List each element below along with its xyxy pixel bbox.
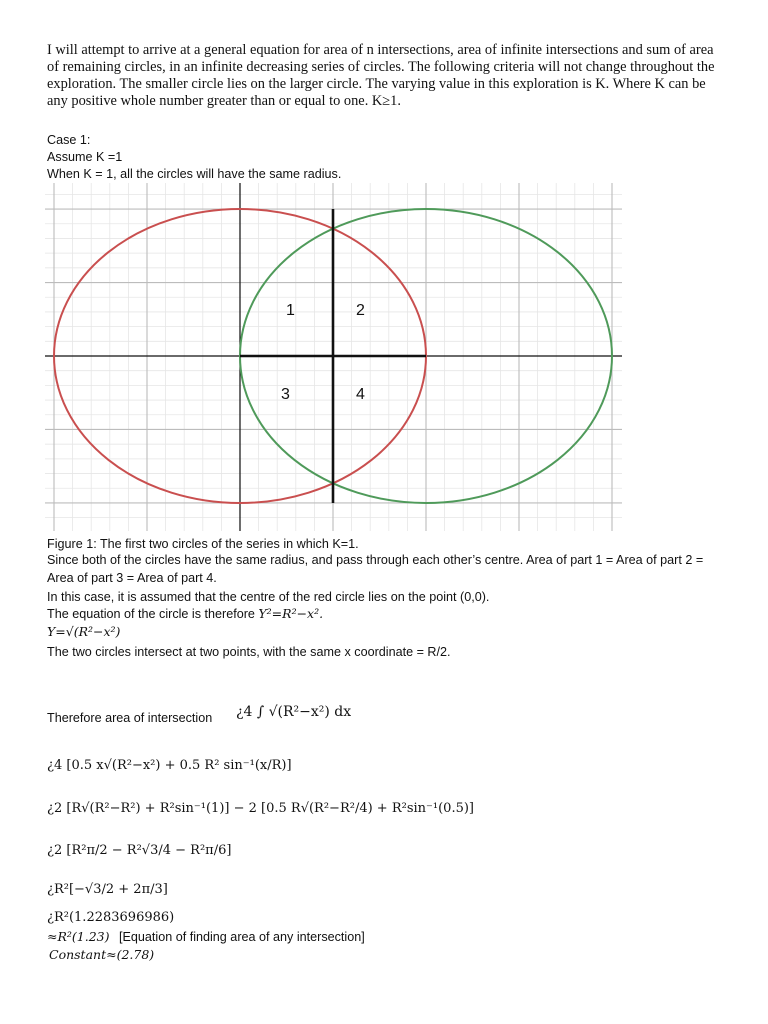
intro-paragraph: I will attempt to arrive at a general equation for area of n intersections, area of infinite intersections and sum of area of remaining circles, in an infinite decreasing series of circles. The following criteria will not change throughout the exploration. The smaller circle lies on the larger circle. The varying value in this exploration is K. Where K can be any positive whole number greater than or equal to one. K≥1. xyxy=(47,42,715,109)
area-integral: ¿4 ∫ √(R²−x²) dx xyxy=(236,704,352,720)
region-label-2: 2 xyxy=(356,302,365,319)
step-2: ¿2 [R√(R²−R²) + R²sin⁻¹(1)] − 2 [0.5 R√(R²−R²/4) + R²sin⁻¹(0.5)] xyxy=(47,801,474,816)
step-4: ¿R²[−√3/2 + 2π/3] xyxy=(47,882,168,897)
centre-assumption: In this case, it is assumed that the centre of the red circle lies on the point (0,0). xyxy=(47,590,490,604)
case-title: Case 1: xyxy=(47,133,91,147)
approx-line xyxy=(47,929,365,945)
area-label: Therefore area of intersection xyxy=(47,711,213,725)
equation-y-squared: Y²=R²−x². xyxy=(258,606,324,621)
region-label-4: 4 xyxy=(356,386,365,403)
step-3: ¿2 [R²π/2 − R²√3/4 − R²π/6] xyxy=(47,843,232,858)
figure-caption: Figure 1: The first two circles of the series in which K=1. xyxy=(47,537,359,551)
constant-value: Constant≈(2.78) xyxy=(49,947,155,962)
equal-parts-paragraph: Since both of the circles have the same radius, and pass through each other’s centre. Area of part 1 = Area of part 2 = Area of part 3 = Area of part 4. xyxy=(47,553,704,585)
step-5: ¿R²(1.2283696986) xyxy=(47,910,175,925)
approx-value: ≈R²(1.23) xyxy=(47,929,110,944)
intersection-points-text: The two circles intersect at two points, with the same x coordinate = R/2. xyxy=(47,645,451,659)
equation-y-sqrt: Y=√(R²−x²) xyxy=(47,624,121,639)
step-1: ¿4 [0.5 x√(R²−x²) + 0.5 R² sin⁻¹(x/R)] xyxy=(47,758,292,773)
region-label-1: 1 xyxy=(286,302,295,319)
circles-plot xyxy=(45,183,622,531)
assume-k: Assume K =1 xyxy=(47,150,123,164)
approx-note: [Equation of finding area of any intersection] xyxy=(118,930,365,944)
equation-label: The equation of the circle is therefore xyxy=(47,607,255,621)
circle-equation-line xyxy=(47,606,323,622)
same-radius-text: When K = 1, all the circles will have the same radius. xyxy=(47,167,342,181)
region-label-3: 3 xyxy=(281,386,290,403)
figure-two-circles xyxy=(45,183,622,536)
